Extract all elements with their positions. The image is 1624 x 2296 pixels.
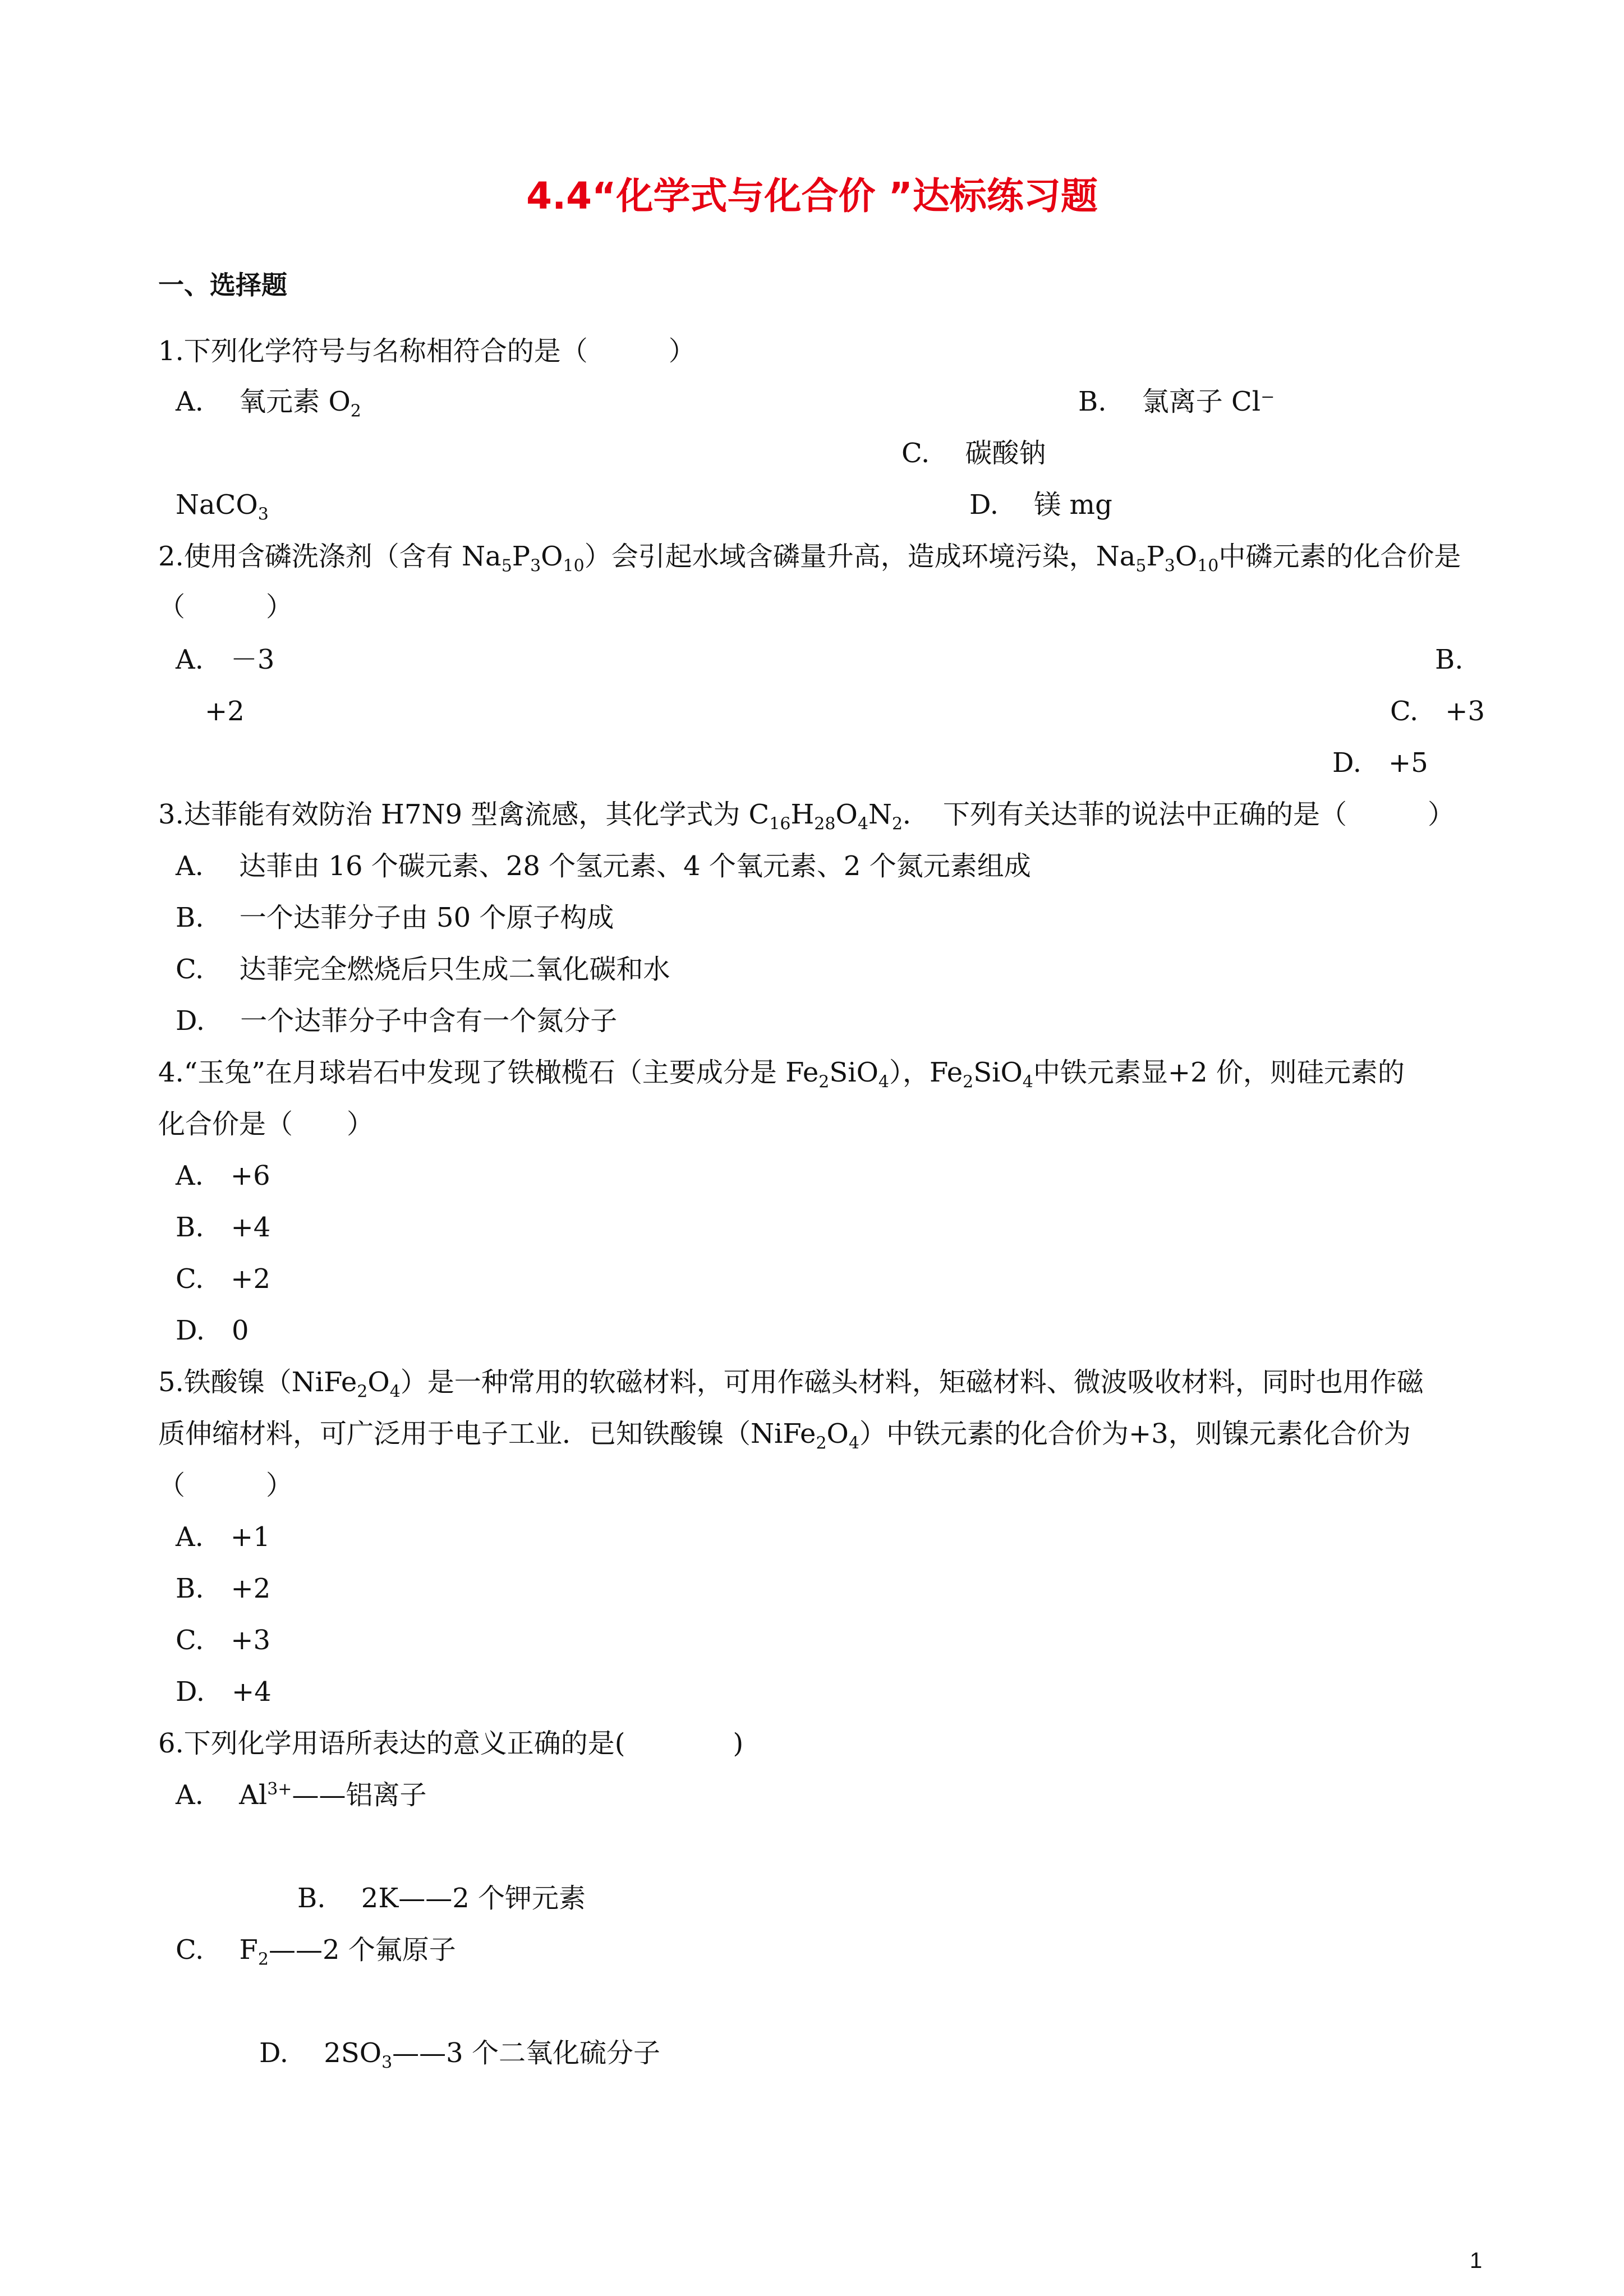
question-2-stem: 2.使用含磷洗涤剂（含有 $Na_5P_3O_{10}$）会引起水域含磷量升高，造成环境污染，$Na_5P_3O_{10}$中磷元素的化合价是 [158,541,1461,576]
question-5-option-c: C. +3 [176,1625,271,1656]
question-4-option-d: D. 0 [176,1315,249,1346]
question-1-option-d: D. 镁 mg [969,489,1112,521]
question-5-stem-line-2: 质伸缩材料，可广泛用于电子工业．已知铁酸镍$(NiFe_2O_4)$中铁元素的化合价为+3，则镍元素化合价为 [158,1418,1411,1453]
question-6-stem: 6.下列化学用语所表达的意义正确的是( ) [158,1728,744,1759]
question-5-option-d: D. +4 [176,1676,272,1708]
question-5-paren: （ ） [158,1470,293,1501]
question-1-option-c: C. 碳酸钠 [901,438,1046,469]
question-3-option-a: A. 达菲由 16 个碳元素、28 个氢元素、4 个氧元素、2 个氮元素组成 [176,850,1031,882]
question-2-option-a: A. －3 [176,644,275,675]
question-3-option-b: B. 一个达菲分子由 50 个原子构成 [176,902,614,933]
question-2-option-b-label: B. [1435,644,1464,675]
question-2-option-c: C. +3 [1390,696,1485,727]
page-number: 1 [1470,2248,1483,2273]
question-6-option-a: A. $Al^{3+}——$铝离子 [176,1779,427,1811]
question-2-paren: （ ） [158,591,293,623]
question-4-option-b: B. +4 [176,1212,271,1243]
question-5-option-a: A. +1 [176,1521,270,1553]
question-2-option-b-value: +2 [205,696,245,727]
question-6-option-c: C. $F_2——2$ 个氟原子 [176,1934,456,1970]
question-3-stem: 3.达菲能有效防治 H7N9 型禽流感，其化学式为 $C_{16}H_{28}O_4N_2$． 下列有关达菲的说法中正确的是（ ） [158,799,1455,834]
question-1-option-a: A. 氧元素 $O_2$ [176,386,361,421]
question-6-option-d: D. $2SO_3——3$ 个二氧化硫分子 [259,2037,660,2073]
question-1-option-b: B. 氯离子 Cl⁻ [1078,386,1275,417]
question-3-option-d: D. 一个达菲分子中含有一个氮分子 [176,1005,618,1037]
question-4-option-c: C. +2 [176,1263,271,1295]
question-4-stem: 4.“玉兔”在月球岩石中发现了铁橄榄石（主要成分是 $Fe_2SiO_4$），$Fe_2SiO_4$中铁元素显+2 价，则硅元素的 [158,1057,1405,1092]
question-2-option-d: D. +5 [1332,747,1428,779]
question-3-option-c: C. 达菲完全燃烧后只生成二氧化碳和水 [176,954,670,985]
section-heading: 一、选择题 [158,270,287,300]
question-4-stem-line-2: 化合价是（ ） [158,1108,374,1140]
question-5-stem: 5.铁酸镍$(NiFe_2O_4)$是一种常用的软磁材料，可用作磁头材料，矩磁材料、微波吸收材料，同时也用作磁 [158,1366,1424,1402]
question-5-option-b: B. +2 [176,1573,271,1604]
question-4-option-a: A. +6 [176,1160,270,1191]
question-1-option-c-formula: NaCO$_3$ [176,489,269,524]
page-title: 4.4“化学式与化合价 ”达标练习题 [526,174,1098,218]
question-1-stem: 1.下列化学符号与名称相符合的是（ ） [158,335,696,367]
question-6-option-b: B. 2K——2 个钾元素 [297,1883,586,1914]
